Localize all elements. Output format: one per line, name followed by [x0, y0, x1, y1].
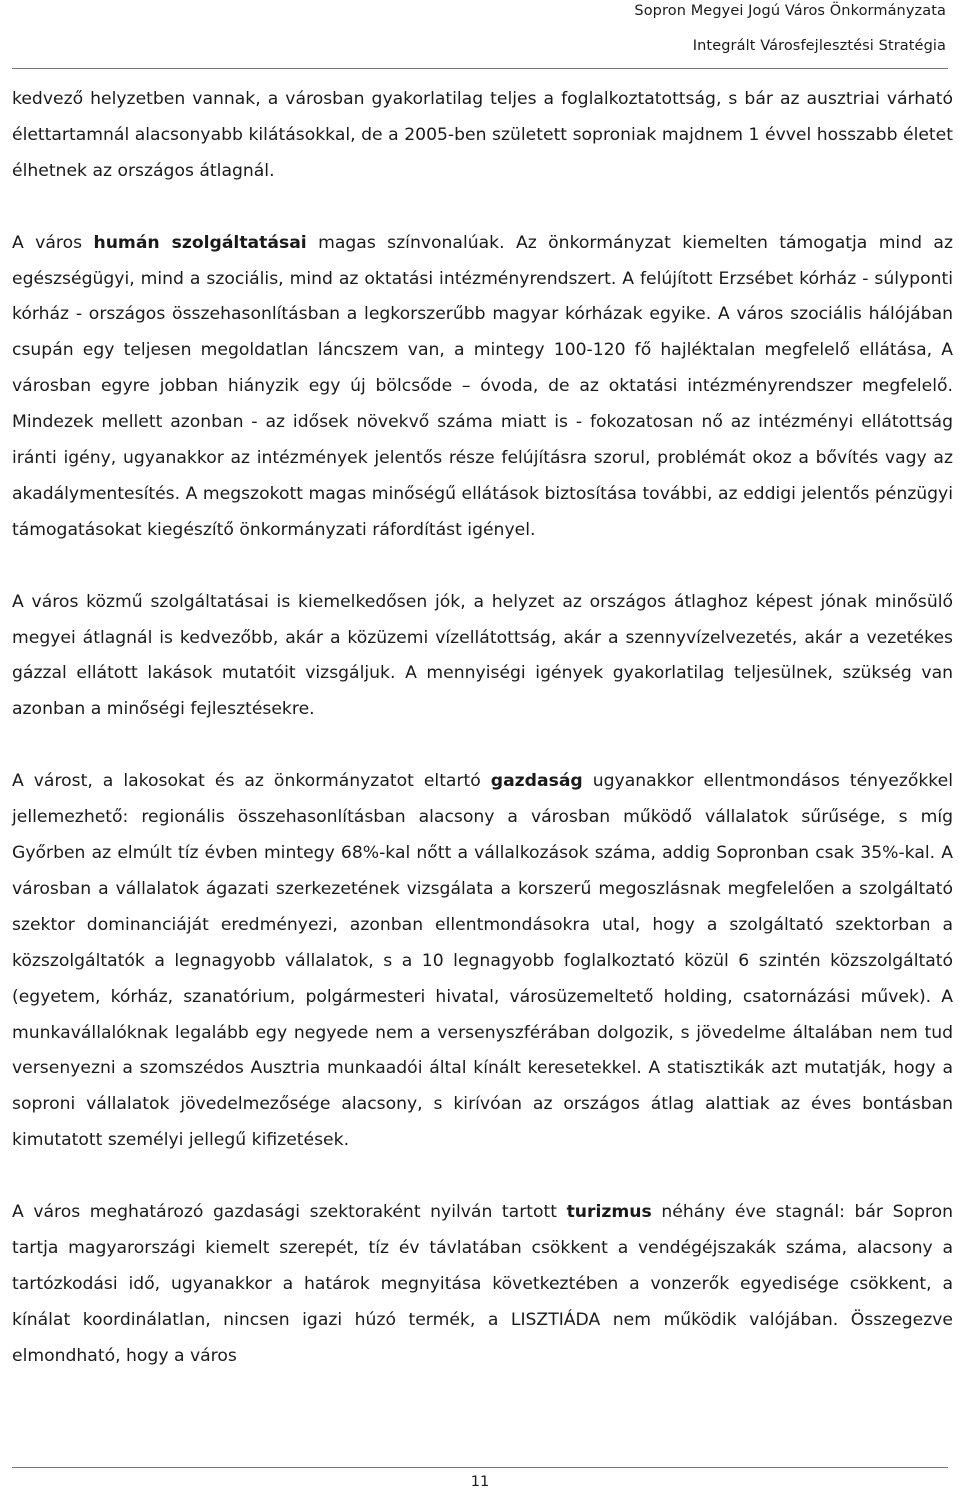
- paragraph-text: A város meghatározó gazdasági szektoraként nyilván tartott: [12, 1202, 567, 1223]
- page-header: [346, 0, 946, 64]
- header-divider: [12, 68, 948, 69]
- paragraph-human-services: [12, 226, 953, 549]
- paragraph-health-summary: kedvező helyzetben vannak, a városban gyakorlatilag teljes a foglalkoztatottság, s bár az ausztriai várható élettartamnál alacsonyabb kilátásokkal, de a 2005-ben született soproniak majdnem 1 évvel hosszabb életet élhetnek az országos átlagnál.: [12, 89, 953, 181]
- paragraph-text: A várost, a lakosokat és az önkormányzatot eltartó: [12, 771, 491, 792]
- paragraph-utilities: A város közmű szolgáltatásai is kiemelkedősen jók, a helyzet az országos átlaghoz képest jónak minősülő megyei átlagnál is kedvezőbb, akár a közüzemi vízellátottság, akár a szennyvízelvezetés, akár a vezetékes gázzal ellátott lakások mutatóit vizsgáljuk. A mennyiségi igények gyakorlatilag teljesülnek, szükség van azonban a minőségi fejlesztésekre.: [12, 591, 953, 720]
- paragraph-text: ugyanakkor ellentmondásos tényezőkkel jellemezhető: regionális összehasonlításban alacsony a városban működő vállalatok sűrűsége, s míg Győrben az elmúlt tíz évben mintegy 68%-kal nőtt a vállalkozások száma, addig Sopronban csak 35%-kal. A városban a vállalatok ágazati szerkezetének vizsgálata a korszerű megoszlásnak megfelelően a szolgáltató szektor dominanciáját eredményezi, azonban ellentmondásokra utal, hogy a szolgáltató szektorban a közszolgáltatók a legnagyobb vállalatok, s a 10 legnagyobb foglalkoztató közül 6 szintén közszolgáltató (egyetem, kórház, szanatórium, polgármesteri hivatal, városüzemeltető holding, csatornázási művek). A munkavállalóknak legalább egy negyede nem a versenyszférában dolgozik, s jövedelme általában nem tud versenyezni a szomszédos Ausztria munkaadói által kínált keresetekkel. A statisztikák azt mutatják, hogy a soproni vállalatok jövedelmezősége alacsony, s kirívóan az országos átlag alattiak az éves bontásban kimutatott személyi jellegű kifizetések.: [12, 771, 953, 1151]
- paragraph-economy: [12, 764, 953, 1159]
- header-organization: Sopron Megyei Jogú Város Önkormányzata: [634, 3, 946, 19]
- paragraph-tourism: [12, 1195, 953, 1375]
- header-document-title: Integrált Városfejlesztési Stratégia: [692, 38, 946, 54]
- footer-divider: [12, 1467, 948, 1468]
- paragraph-text: magas színvonalúak. Az önkormányzat kiemelten támogatja mind az egészségügyi, mind a szociális, mind az oktatási intézményrendszert. A felújított Erzsébet kórház - súlyponti kórház - országos összehasonlításban a legkorszerűbb magyar kórházak egyike. A város szociális hálójában csupán egy teljesen megoldatlan láncszem van, a mintegy 100-120 fő hajléktalan megfelelő ellátása, A városban egyre jobban hiányzik egy új bölcsőde – óvoda, de az oktatási intézményrendszer megfelelő. Mindezek mellett azonban - az idősek növekvő száma miatt is - fokozatosan nő az intézményi ellátottság iránti igény, ugyanakkor az intézmények jelentős része felújításra szorul, problémát okoz a bővítés vagy az akadálymentesítés. A megszokott magas minőségű ellátások biztosítása további, az eddigi jelentős pénzügyi támogatásokat kiegészítő önkormányzati ráfordítást igényel.: [12, 232, 953, 540]
- page-number: 11: [470, 1474, 490, 1490]
- paragraph-bold-term: turizmus: [566, 1202, 652, 1223]
- paragraph-bold-term: humán szolgáltatásai: [93, 232, 307, 253]
- paragraph-text: A város: [12, 232, 94, 253]
- page-body: [12, 82, 953, 1375]
- paragraph-text: néhány éve stagnál: bár Sopron tartja magyarországi kiemelt szerepét, tíz év távlatában csökkent a vendégéjszakák száma, alacsony a tartózkodási idő, ugyanakkor a határok megnyitása következtében a vonzerők egyedisége csökkent, a kínálat koordinálatlan, nincsen igazi húzó termék, a LISZTIÁDA nem működik valójában. Összegezve elmondható, hogy a város: [12, 1202, 953, 1366]
- paragraph-bold-term: gazdaság: [490, 771, 583, 792]
